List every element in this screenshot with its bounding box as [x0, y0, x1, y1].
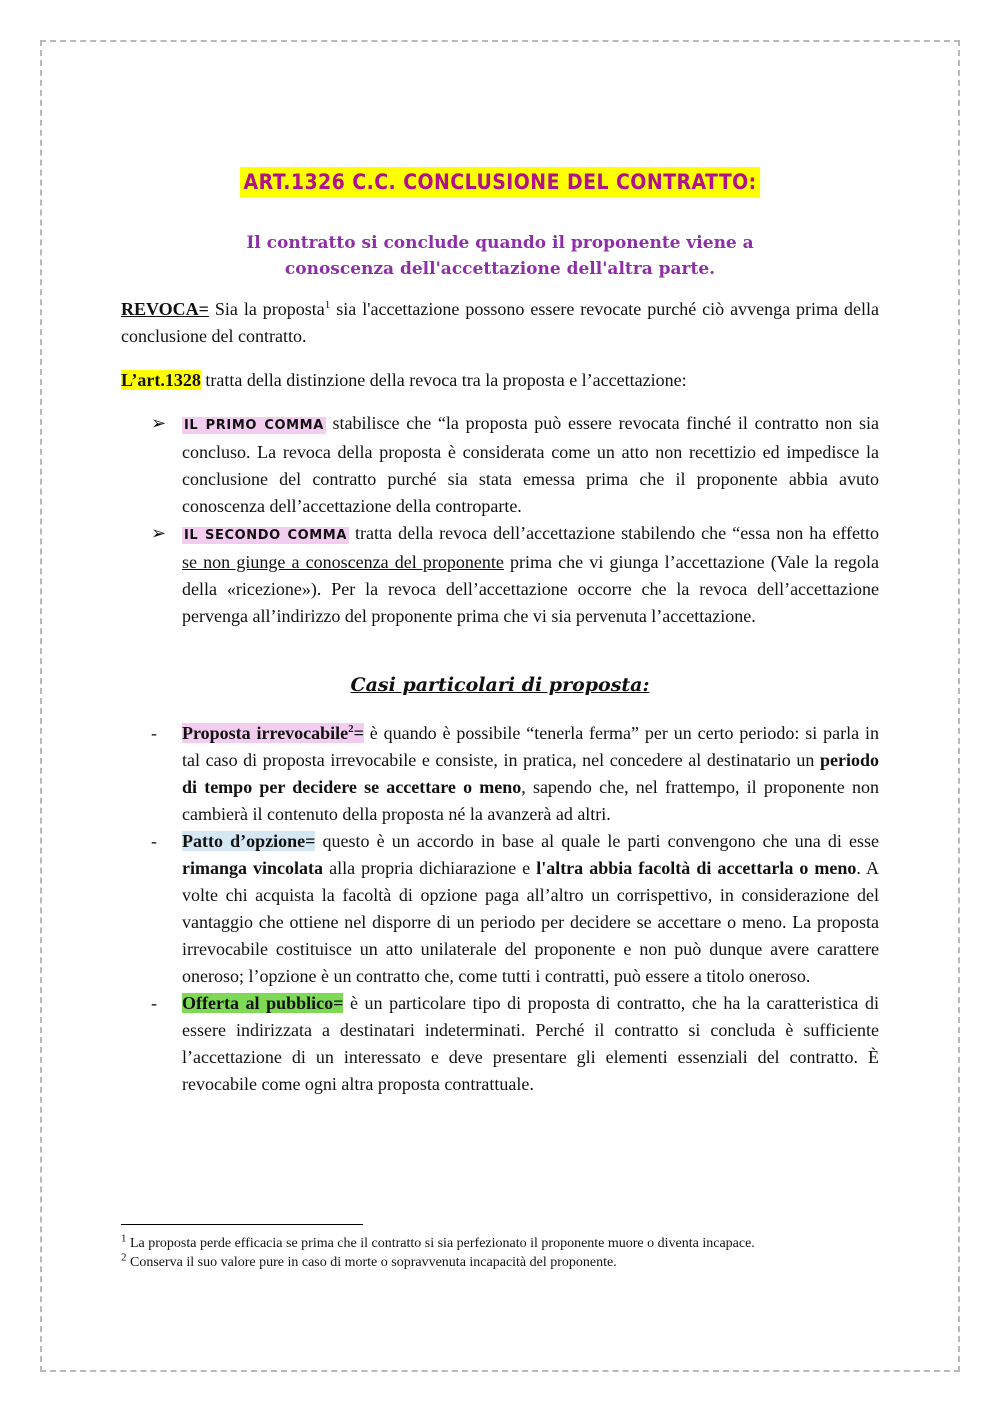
- revoca-label: REVOCA=: [121, 299, 209, 319]
- revoca-paragraph: [121, 296, 879, 350]
- secondo-comma-label: IL SECONDO COMMA: [184, 528, 347, 543]
- revoca-text-a: Sia la proposta: [208, 299, 325, 319]
- patto-bold-2: l'altra abbia facoltà di accettarla o meno: [536, 858, 857, 878]
- arrow-bullet-icon: ➢: [151, 523, 167, 543]
- page-title: ART.1326 C.C. CONCLUSIONE DEL CONTRATTO:: [240, 167, 760, 197]
- secondo-comma-underlined: se non giunge a conoscenza del proponente: [182, 552, 504, 572]
- subtitle-line-2: conoscenza dell'accettazione dell'altra parte.: [284, 259, 716, 279]
- proposta-irrevocabile-label: Proposta irrevocabile$^2$=: [182, 723, 364, 743]
- revoca-text-b: sia l'accettazione possono essere revocate purché ciò avvenga prima della conclusione del contratto.: [121, 299, 879, 346]
- patto-bold-1: rimanga vincolata: [182, 858, 324, 878]
- proposta-bold: periodo di tempo per decidere se accettare o meno: [182, 750, 879, 797]
- section-heading: Casi particolari di proposta:: [350, 674, 650, 696]
- title-wrap: [121, 167, 879, 197]
- footnote-2: $^2$ Conserva il suo valore pure in caso di morte o sopravvenuta incapacità del proponente.: [121, 1251, 617, 1270]
- subtitle: [121, 230, 879, 282]
- proposta-text-b: , sapendo che, nel frattempo, il proponente non cambierà il contenuto della proposta né la avanzerà ad altri.: [182, 777, 879, 824]
- list-item: [121, 720, 879, 828]
- footnotes: [121, 1234, 821, 1272]
- patto-text-c: . A volte chi acquista la facoltà di opzione paga all’altro un corrispettivo, in considerazione del vantaggio che ottiene nel disporre di un periodo per decidere se accettare o meno. La proposta irrevocabile costituisce un atto unilaterale del proponente e non può dunque avere carattere oneroso; l’opzione è un contratto che, come tutti i contratti, può essere a titolo oneroso.: [182, 858, 879, 986]
- list-item: [121, 520, 879, 630]
- patto-text-b: alla propria dichiarazione e: [323, 858, 537, 878]
- patto-text-a: questo è un accordo in base al quale le parti convengono che una di esse: [315, 831, 880, 851]
- proposta-text-a: è quando è possibile “tenerla ferma” per un certo periodo: si parla in tal caso di proposta irrevocabile e consiste, in pratica, nel concedere al destinatario un: [182, 723, 879, 770]
- art1328-label: L’art.1328: [121, 370, 201, 390]
- dash-bullet: -: [151, 993, 157, 1013]
- footnote-ref-2: 2: [348, 723, 354, 735]
- comma-list: [121, 410, 879, 630]
- subtitle-line-1: Il contratto si conclude quando il proponente viene a: [246, 233, 754, 253]
- list-item: [121, 828, 879, 990]
- offerta-pubblico-label: Offerta al pubblico=: [182, 993, 344, 1013]
- patto-opzione-label: Patto d’opzione=: [182, 831, 316, 851]
- arrow-bullet-icon: ➢: [151, 413, 167, 433]
- secondo-comma-text-a: tratta della revoca dell’accettazione stabilendo che “essa non ha effetto: [348, 523, 880, 543]
- secondo-comma-text-b: prima che vi giunga l’accettazione (Vale la regola della «ricezione»). Per la revoca dell’accettazione occorre che la revoca dell’accettazione pervenga all’indirizzo del proponente prima che vi sia pervenuta l’accettazione.: [182, 552, 879, 626]
- primo-comma-text: stabilisce che “la proposta può essere revocata finché il contratto non sia concluso. La revoca della proposta è considerata come un atto non recettizio ed impedisce la conclusione del contratto purché sia stata emessa prima che il proponente abbia avuto conoscenza dell’accettazione della controparte.: [182, 413, 879, 516]
- footnote-1: $^1$ La proposta perde efficacia se prima che il contratto si sia perfezionato il proponente muore o diventa incapace.: [121, 1232, 755, 1251]
- primo-comma-label: IL PRIMO COMMA: [184, 418, 324, 433]
- list-item: [121, 410, 879, 520]
- dash-bullet: -: [151, 723, 157, 743]
- art1328-paragraph: [121, 367, 879, 394]
- footnote-separator: [121, 1224, 363, 1225]
- cases-list: [121, 720, 879, 1098]
- dash-bullet: -: [151, 831, 157, 851]
- footnote-ref-1: 1: [324, 299, 331, 311]
- offerta-text: è un particolare tipo di proposta di contratto, che ha la caratteristica di essere indirizzata a destinatari indeterminati. Perché il contratto si concluda è sufficiente l’accettazione di un interessato e deve presentare gli elementi essenziali del contratto. È revocabile come ogni altra proposta contrattuale.: [182, 993, 879, 1094]
- art1328-text: tratta della distinzione della revoca tra la proposta e l’accettazione:: [200, 370, 687, 390]
- list-item: [121, 990, 879, 1098]
